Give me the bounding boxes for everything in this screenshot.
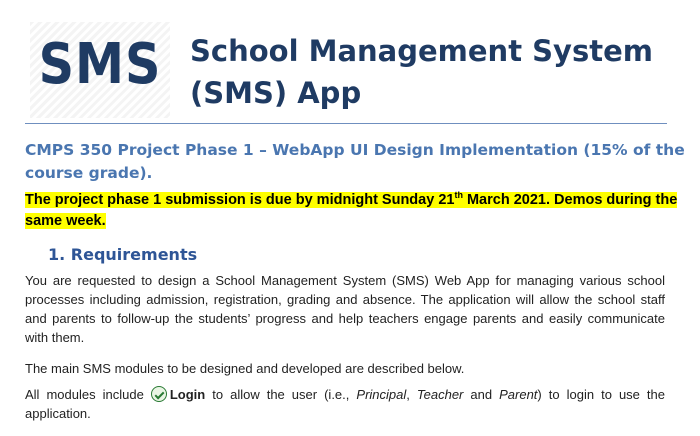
requirements-heading: 1. Requirements [48,245,198,264]
sms-logo [30,22,170,118]
role-separator-2: and [463,387,500,402]
modules-text-a: to allow the user (i.e., [205,387,357,402]
due-highlight [25,192,677,229]
login-check-icon [151,386,167,402]
requirements-paragraph-3 [25,385,665,423]
role-principal: Principal [356,387,407,402]
document-title: School Management System (SMS) App [190,34,653,110]
due-superscript: th [454,190,463,201]
requirements-paragraph-1: You are requested to design a School Management System (SMS) Web App for managing various school processes including admission, registration, grading and absence. The application will allow the school staff and parents to follow-up the students’ progress and help teachers engage parents and easily communicate with them. [25,273,665,345]
requirements-paragraph-2: The main SMS modules to be designed and developed are described below. [25,361,465,376]
due-text-part2: March 2021. Demos during the same week. [25,192,678,229]
due-notice [25,190,685,232]
header-divider [25,123,667,124]
role-parent: Parent [499,387,538,402]
role-teacher: Teacher [416,387,464,402]
sms-logo-text: SMS [38,32,162,97]
modules-intro: All modules include [25,387,151,402]
due-text-part1: The project phase 1 submission is due by midnight Sunday 21 [25,192,455,208]
document-header [0,0,700,122]
project-subtitle: CMPS 350 Project Phase 1 – WebApp UI Design Implementation (15% of the course grade). [25,141,685,182]
modules-text-b: ) to login to use the application. [25,387,665,421]
login-label: Login [169,387,206,402]
role-separator-1: , [406,387,417,402]
